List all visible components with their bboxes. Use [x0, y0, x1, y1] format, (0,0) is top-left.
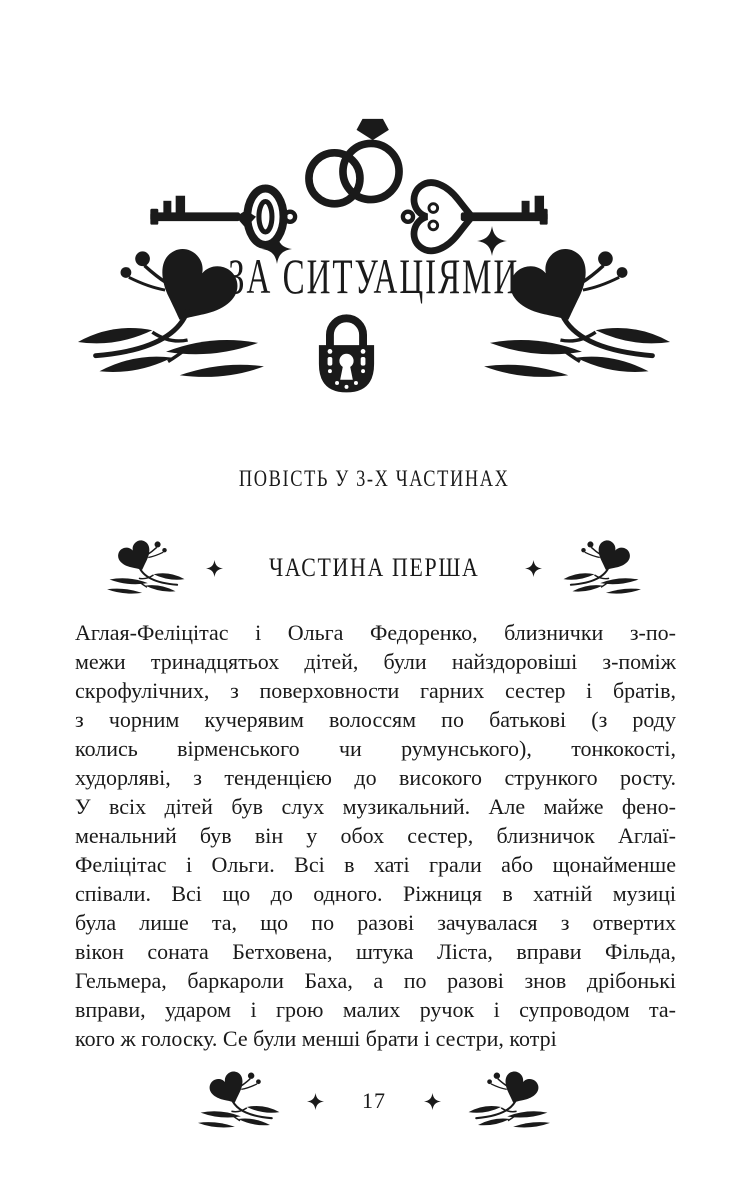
floral-sprig-left-icon — [106, 540, 188, 597]
body-paragraph — [75, 618, 676, 1053]
body-line: була лише та, що по разові зачувалася з отвертих — [75, 910, 676, 935]
sparkle-icon — [424, 1093, 441, 1110]
body-line: Феліцітас і Ольги. Всі в хаті грали або щонайменше — [75, 852, 676, 877]
body-line: вікон соната Бетховена, штука Ліста, вправи Фільда, — [75, 939, 676, 964]
sparkle-icon — [206, 560, 223, 577]
floral-sprig-right-icon — [560, 540, 642, 597]
body-line: межи тринадцятьох дітей, були найздоровіші з-поміж — [75, 649, 676, 674]
chapter-emblem — [0, 110, 748, 400]
wedding-rings-icon — [303, 110, 405, 222]
body-line: Аглая-Феліцітас і Ольга Федоренко, близнички з-по- — [75, 620, 676, 645]
body-line: колись вірменського чи румунського), тонкокості, — [75, 736, 676, 761]
sparkle-icon — [307, 1093, 324, 1110]
body-line: кого ж голоску. Се були менші брати і сестри, котрі — [75, 1026, 557, 1051]
body-line: скрофулічних, з поверховности гарних сестер і братів, — [75, 678, 676, 703]
chapter-title: ЗА СИТУАЦІЯМИ — [228, 248, 520, 304]
body-line: У всіх дітей був слух музикальний. Але майже фено- — [75, 794, 676, 819]
page-number: 17 — [362, 1088, 386, 1113]
floral-sprig-left-icon — [197, 1071, 283, 1131]
padlock-icon — [311, 312, 382, 394]
body-line: вправи, ударом і грою малих ручок і супроводом та- — [75, 997, 676, 1022]
body-line: Гельмера, баркароли Баха, а по разові знов дрібонькі — [75, 968, 676, 993]
floral-sprig-right-icon — [465, 1071, 551, 1131]
body-line: худорляві, з тенденцією до високого стрункого росту. — [75, 765, 676, 790]
body-line: з чорним кучерявим волоссям по батькові (з роду — [75, 707, 676, 732]
part-heading: ЧАСТИНА ПЕРША — [268, 553, 480, 582]
book-subtitle: ПОВІСТЬ У 3-Х ЧАСТИНАХ — [238, 466, 510, 491]
part-heading-row — [0, 540, 748, 596]
sparkle-icon — [525, 560, 542, 577]
antique-key-right-icon — [400, 176, 552, 256]
body-line: співали. Всі що до одного. Ріжниця в хатній музиці — [75, 881, 676, 906]
page-footer — [0, 1072, 748, 1130]
body-line: менальний був він у обох сестер, близничок Аглаї- — [75, 823, 676, 848]
